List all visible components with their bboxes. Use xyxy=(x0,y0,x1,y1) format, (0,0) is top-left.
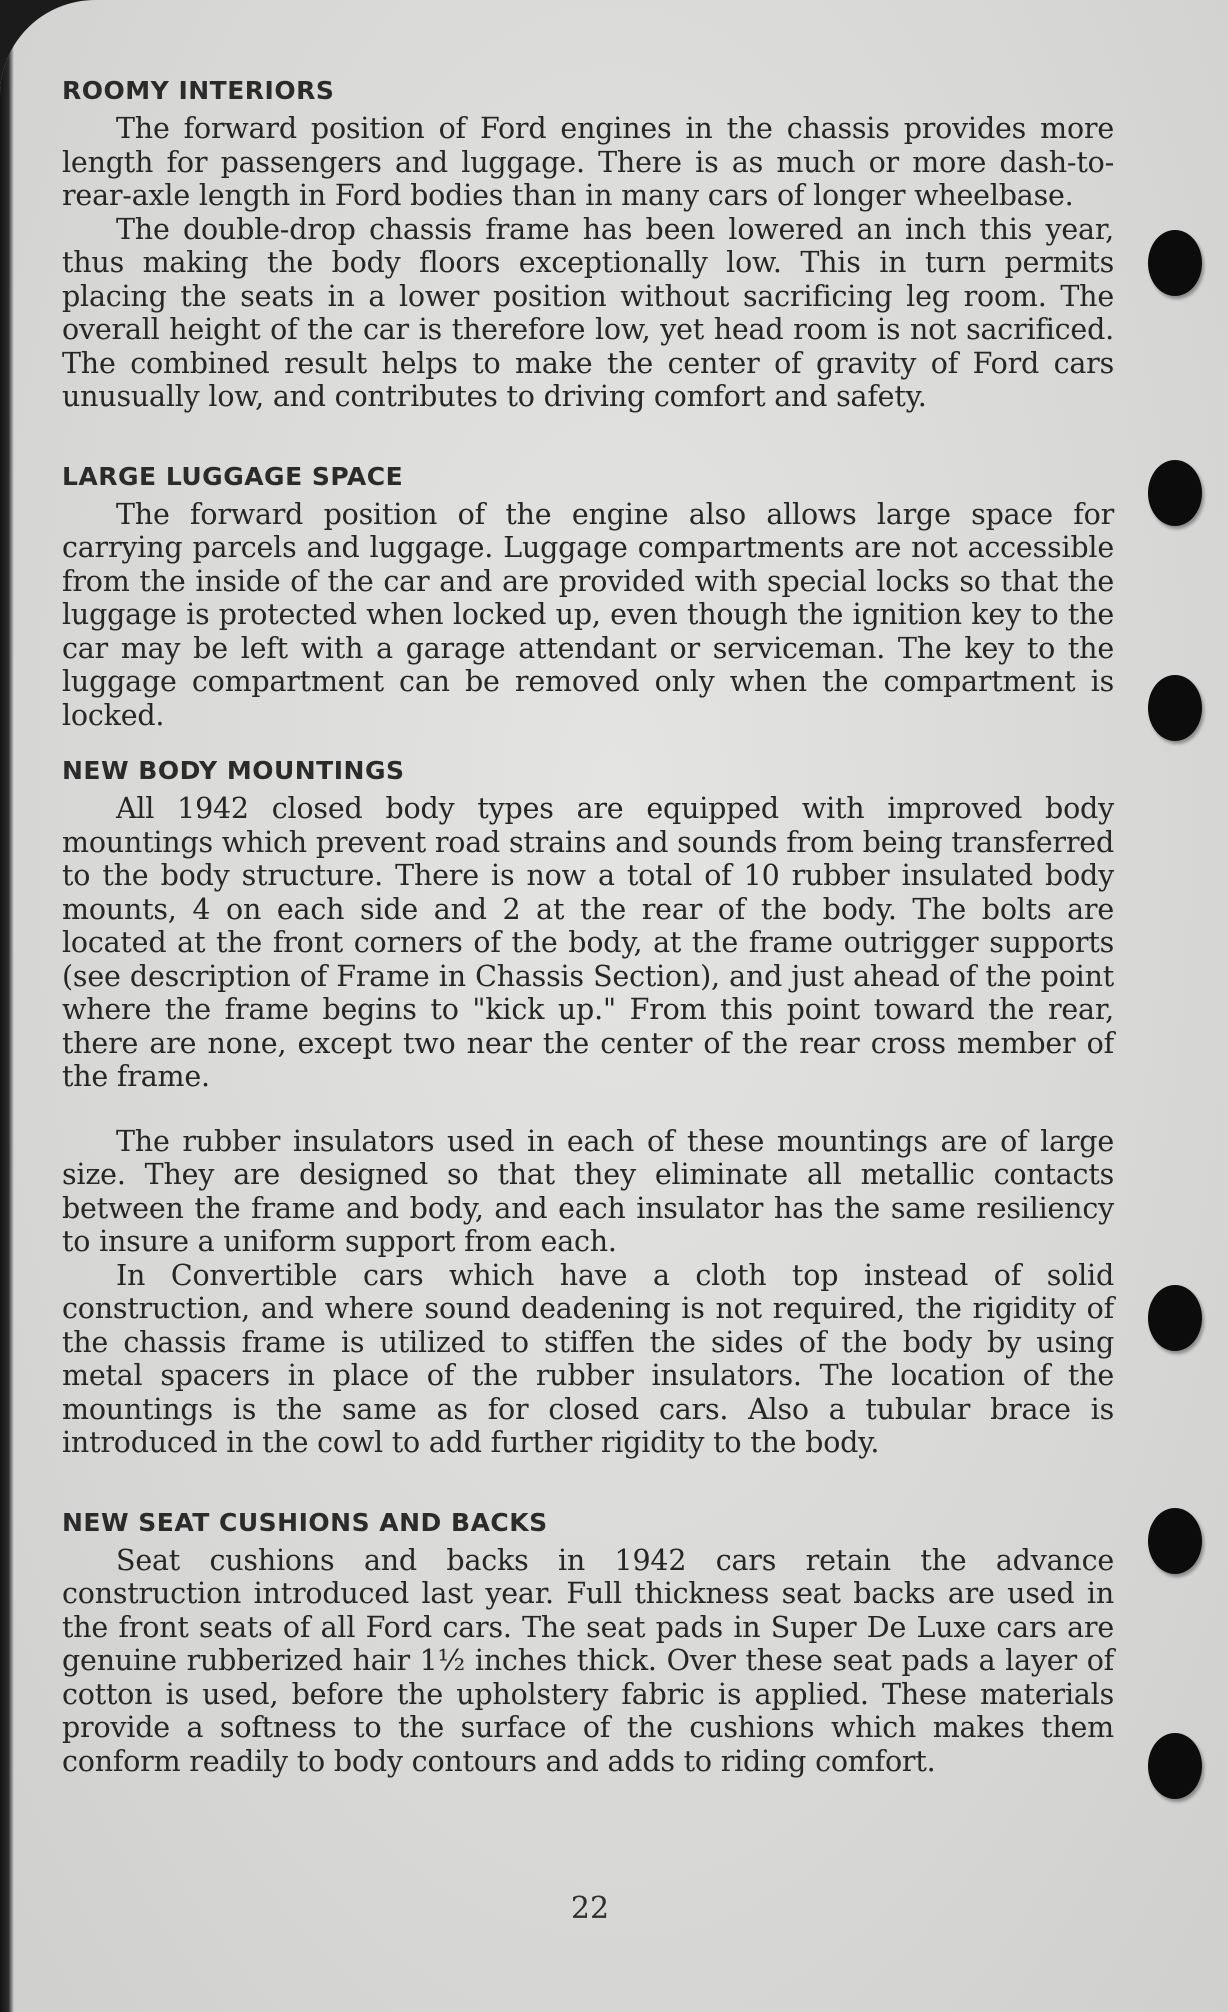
section-new-seat-cushions xyxy=(62,1504,1114,1779)
paragraph: In Convertible cars which have a cloth top instead of solid construction, and where sound deadening is not required, the rigidity of the chassis frame is utilized to stiffen the sides of the body by using metal spacers in place of the rubber insulators. The location of the mountings is the same as for closed cars. Also a tubular brace is introduced in the cowl to add further rigidity to the body. xyxy=(62,1258,1114,1459)
section-large-luggage-space xyxy=(62,458,1114,733)
paragraph: The rubber insulators used in each of these mountings are of large size. They are designed so that they eliminate all metallic contacts between the frame and body, and each insulator has the same resiliency to insure a uniform support from each. xyxy=(62,1124,1114,1258)
paragraph: The forward position of Ford engines in the chassis provides more length for passengers and luggage. There is as much or more dash-to-rear-axle length in Ford bodies than in many cars of longer wheelbase. xyxy=(62,112,1114,212)
binder-hole xyxy=(1148,1508,1202,1574)
paragraph: Seat cushions and backs in 1942 cars retain the advance construction introduced last year. Full thickness seat backs are used in the front seats of all Ford cars. The seat pads in Super De Luxe cars are genuine rubberized hair 1½ inches thick. Over these seat pads a layer of cotton is used, before the upholstery fabric is applied. These materials provide a softness to the surface of the cushions which makes them conform readily to body contours and adds to riding comfort. xyxy=(62,1543,1114,1778)
page-content xyxy=(62,72,1114,1778)
page-number: 22 xyxy=(570,1891,610,1926)
binder-hole xyxy=(1148,1285,1202,1351)
binder-spine xyxy=(0,0,14,2012)
section-heading: NEW SEAT CUSHIONS AND BACKS xyxy=(62,1507,548,1537)
section-heading: LARGE LUGGAGE SPACE xyxy=(62,461,404,491)
section-heading: ROOMY INTERIORS xyxy=(62,76,335,105)
section-heading: NEW BODY MOUNTINGS xyxy=(62,756,405,785)
paragraph: The forward position of the engine also allows large space for carrying parcels and luggage. Luggage compartments are not accessible from the inside of the car and are provided with special locks so that the luggage is protected when locked up, even though the ignition key to the car may be left with a garage attendant or serviceman. The key to the luggage compartment can be removed only when the compartment is locked. xyxy=(62,497,1114,732)
binder-hole xyxy=(1148,675,1202,741)
paragraph: All 1942 closed body types are equipped with improved body mountings which prevent road strains and sounds from being transferred to the body structure. There is now a total of 10 rubber insulated body mounts, 4 on each side and 2 at the rear of the body. The bolts are located at the front corners of the body, at the frame outrigger supports (see description of Frame in Chassis Section), and just ahead of the point where the frame begins to "kick up." From this point toward the rear, there are none, except two near the center of the rear cross member of the frame. xyxy=(62,792,1114,1093)
binder-hole xyxy=(1148,460,1202,526)
section-roomy-interiors xyxy=(62,72,1114,414)
binder-hole xyxy=(1148,1733,1202,1799)
paragraph: The double-drop chassis frame has been lowered an inch this year, thus making the body floors exceptionally low. This in turn permits placing the seats in a lower position without sacrificing leg room. The overall height of the car is therefore low, yet head room is not sacrificed. The combined result helps to make the center of gravity of Ford cars unusually low, and contributes to driving comfort and safety. xyxy=(62,212,1114,413)
binder-hole xyxy=(1148,230,1202,296)
section-new-body-mountings xyxy=(62,752,1114,1460)
